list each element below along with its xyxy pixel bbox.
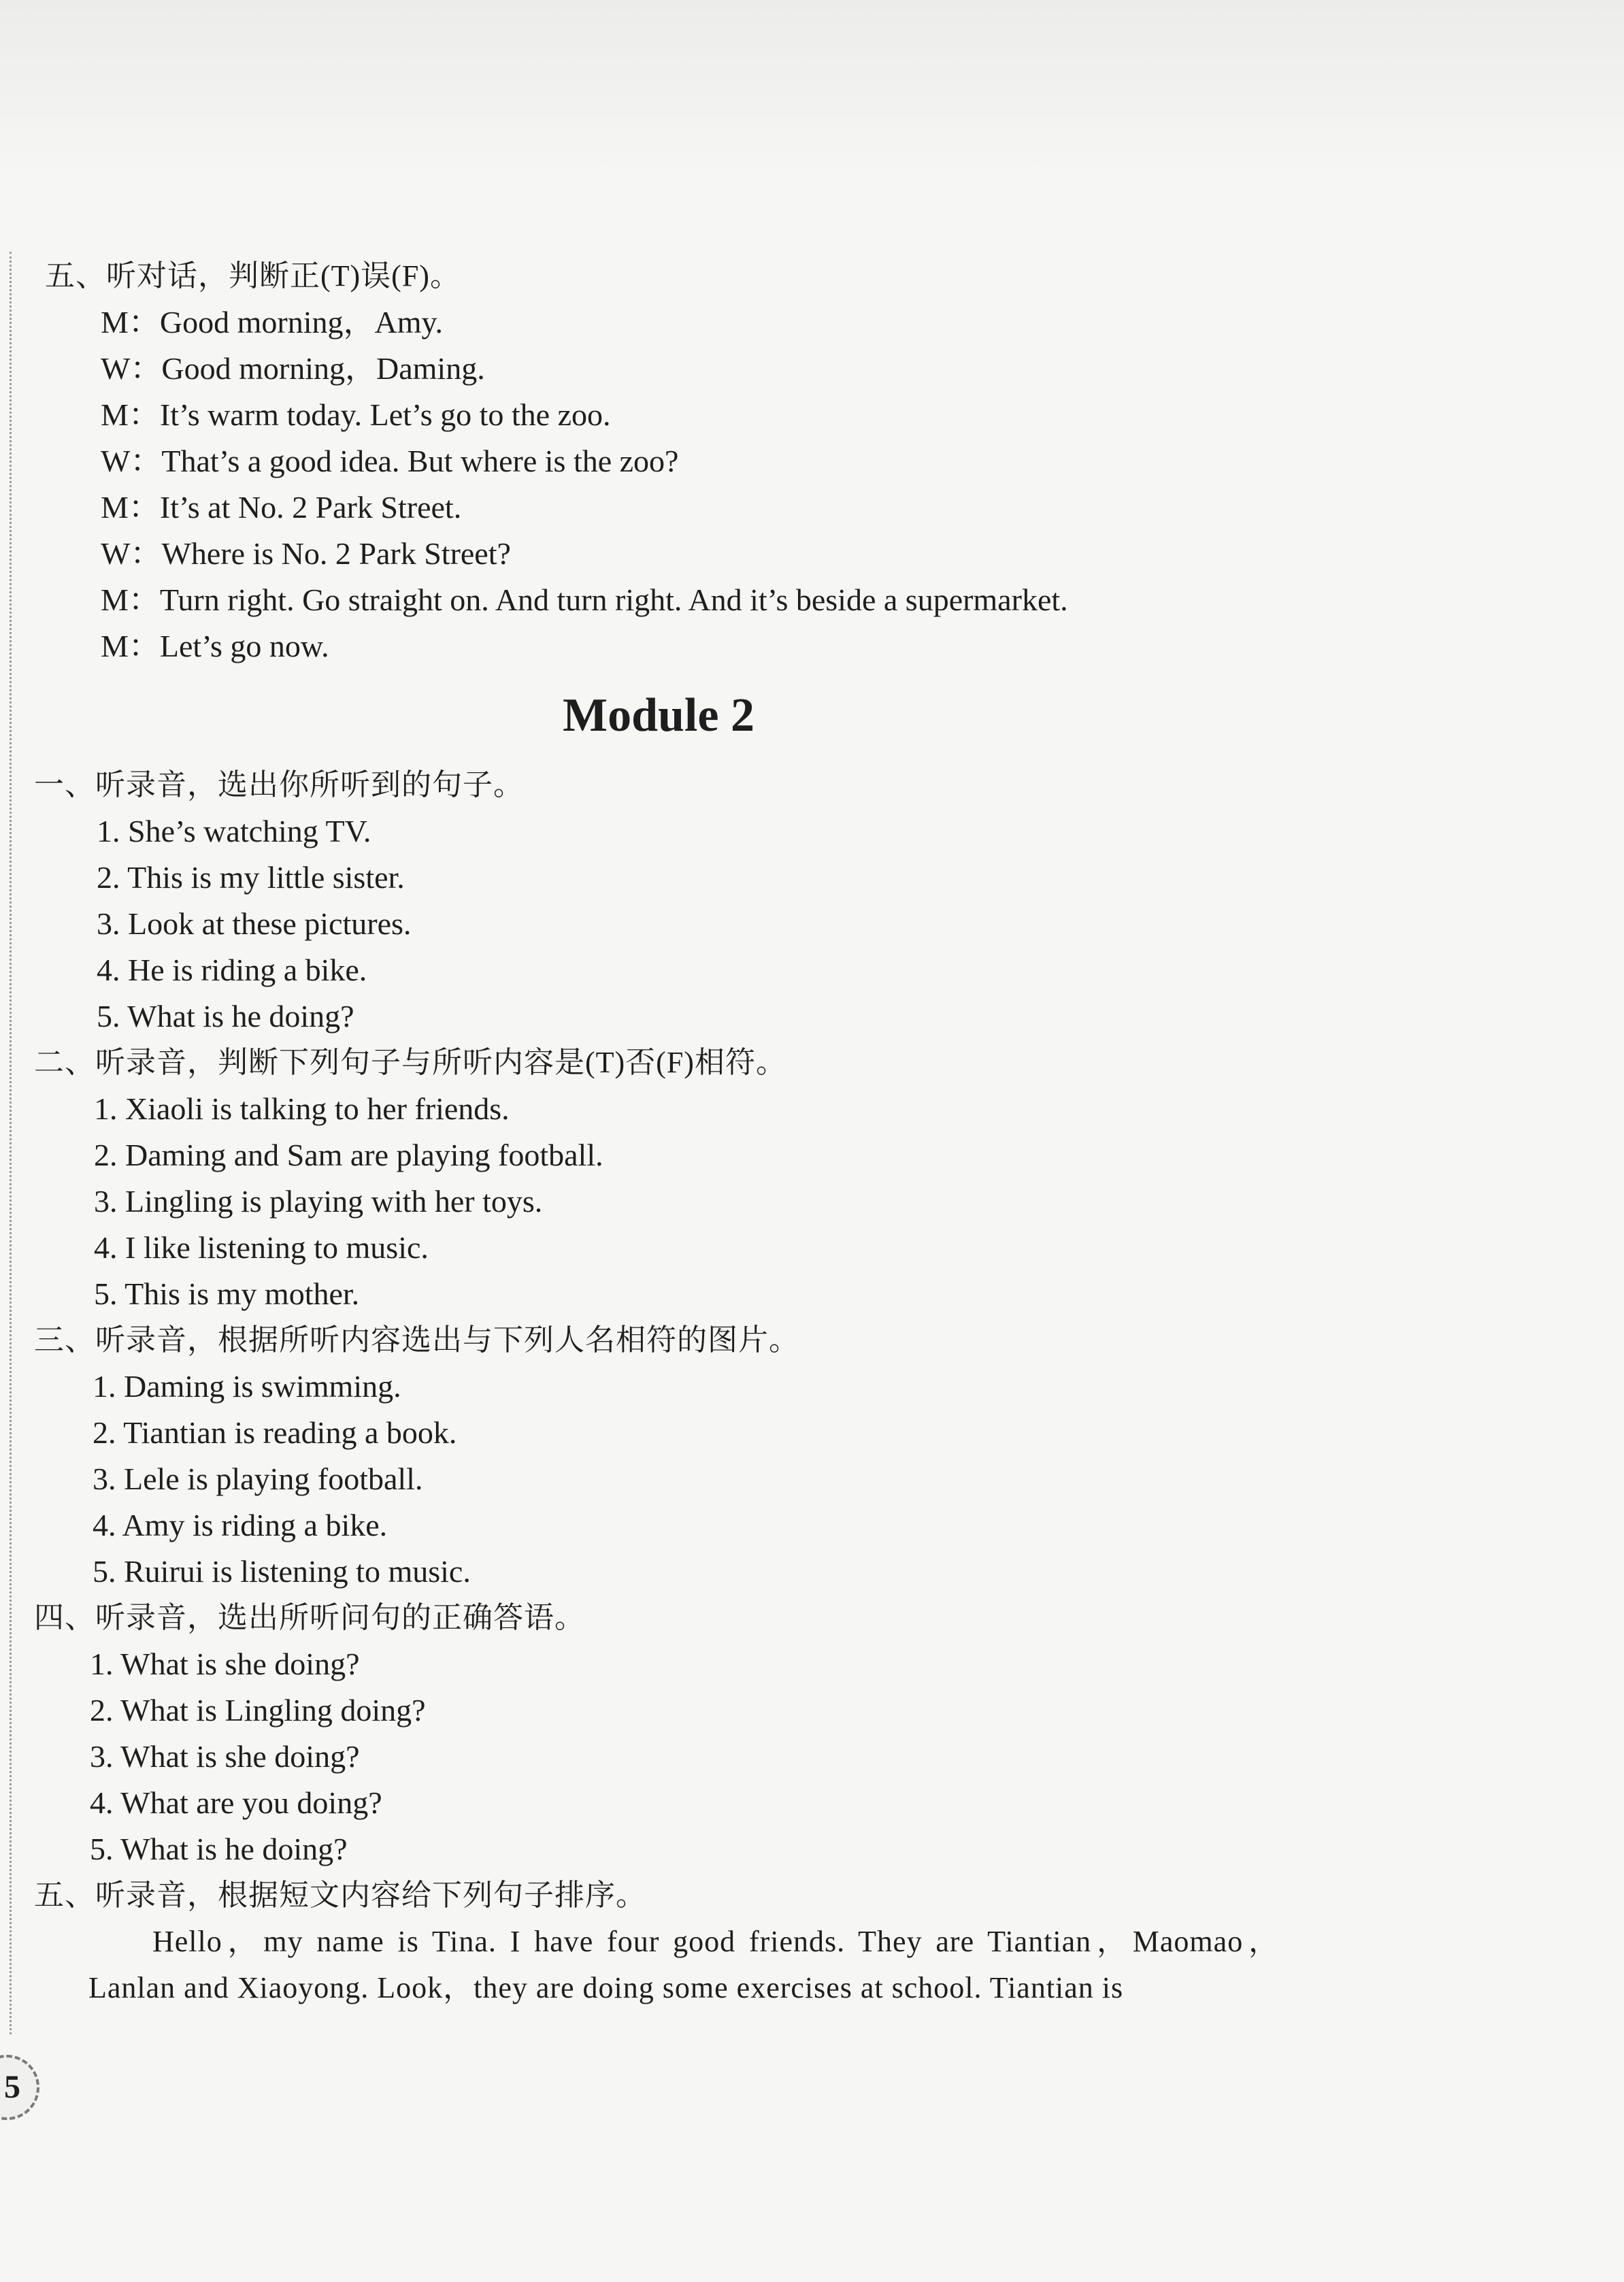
scan-shadow: [0, 0, 1624, 177]
list-item: 1. She’s watching TV.: [97, 814, 371, 848]
list-item: 5. What is he doing?: [90, 1832, 348, 1866]
list-item: 2. Tiantian is reading a book.: [93, 1415, 457, 1450]
list-item: 1. What is she doing?: [90, 1647, 360, 1681]
list-item: 4. What are you doing?: [90, 1785, 382, 1820]
list-item: 3. Look at these pictures.: [97, 906, 412, 941]
list-item: 3. Lele is playing football.: [93, 1461, 423, 1496]
part1-heading: 一、听录音，选出你所听到的句子。: [34, 768, 524, 801]
dialogue-line: M：Good morning，Amy.: [101, 305, 444, 340]
page-number: 5: [4, 2069, 20, 2105]
passage-paragraph: Hello，my name is Tina. I have four good friends. They are Tiantian，Maomao，Lanlan and Xiaoyong. Look，they are doing some exercises at school. Tiantian is: [88, 1925, 1279, 2004]
list-item: 3. What is she doing?: [90, 1739, 360, 1774]
part3-heading: 三、听录音，根据所听内容选出与下列人名相符的图片。: [34, 1323, 799, 1357]
list-item: 4. I like listening to music.: [94, 1230, 429, 1265]
list-item: 5. This is my mother.: [94, 1276, 360, 1311]
list-item: 3. Lingling is playing with her toys.: [94, 1184, 543, 1219]
list-item: 2. What is Lingling doing?: [90, 1693, 426, 1727]
list-item: 2. Daming and Sam are playing football.: [94, 1138, 603, 1172]
list-item: 5. Ruirui is listening to music.: [93, 1554, 471, 1589]
dialogue-line: M：Turn right. Go straight on. And turn right. And it’s beside a supermarket.: [101, 582, 1068, 617]
part4-heading: 四、听录音，选出所听问句的正确答语。: [34, 1601, 585, 1634]
dialogue-line: W：Where is No. 2 Park Street?: [101, 536, 511, 571]
section-heading: 五、听对话，判断正(T)误(F)。: [45, 259, 461, 293]
list-item: 2. This is my little sister.: [97, 860, 405, 895]
list-item: 4. He is riding a bike.: [97, 953, 367, 987]
list-item: 1. Xiaoli is talking to her friends.: [94, 1091, 510, 1126]
dialogue-line: W：That’s a good idea. But where is the zoo?: [101, 444, 679, 478]
dialogue-line: M：It’s warm today. Let’s go to the zoo.: [101, 397, 611, 432]
dialogue-line: W：Good morning，Daming.: [101, 351, 485, 386]
list-item: 1. Daming is swimming.: [93, 1369, 401, 1404]
part2-heading: 二、听录音，判断下列句子与所听内容是(T)否(F)相符。: [34, 1046, 786, 1079]
dialogue-line: M：Let’s go now.: [101, 629, 329, 663]
binding-edge-line: [10, 252, 12, 2034]
module-title: Module 2: [563, 689, 755, 742]
list-item: 5. What is he doing?: [97, 999, 354, 1033]
dialogue-line: M：It’s at No. 2 Park Street.: [101, 490, 462, 525]
list-item: 4. Amy is riding a bike.: [93, 1508, 388, 1542]
part5-heading: 五、听录音，根据短文内容给下列句子排序。: [34, 1879, 646, 1912]
